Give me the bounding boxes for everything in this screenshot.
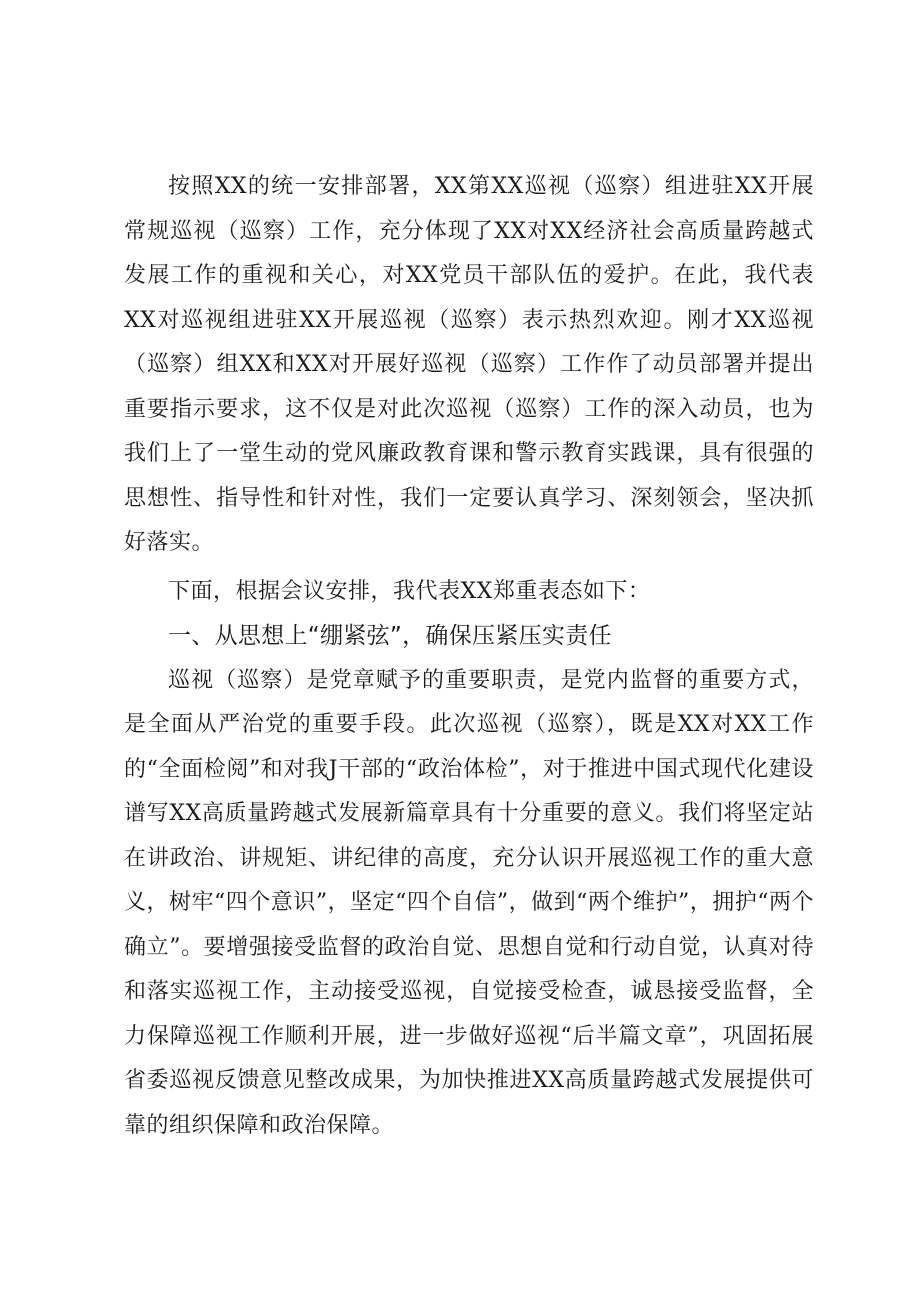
paragraph-statement: 下面，根据会议安排，我代表XX郑重表态如下： <box>168 578 651 604</box>
section-heading-1: 一、从思想上“绷紧弦”，确保压紧压实责任 <box>168 623 612 649</box>
document-body <box>124 165 814 1148</box>
paragraph-section-1: 巡视（巡察）是党章赋予的重要职责，是党内监督的重要方式，是全面从严治党的重要手段。此次巡视（巡察），既是XX对XX工作的“全面检阅”和对我J干部的“政治体检”，对于推进中国式现代化建设谱写XX高质量跨越式发展新篇章具有十分重要的意义。我们将坚定站在讲政治、讲规矩、讲纪律的高度，充分认识开展巡视工作的重大意义，树牢“四个意识”，坚定“四个自信”，做到“两个维护”，拥护“两个确立”。要增强接受监督的政治自觉、思想自觉和行动自觉，认真对待和落实巡视工作，主动接受巡视，自觉接受检查，诚恳接受监督，全力保障巡视工作顺利开展，进一步做好巡视“后半篇文章”，巩固拓展省委巡视反馈意见整改成果，为加快推进XX高质量跨越式发展提供可靠的组织保障和政治保障。 <box>124 667 814 1138</box>
paragraph-intro: 按照XX的统一安排部署，XX第XX巡视（巡察）组进驻XX开展常规巡视（巡察）工作，充分体现了XX对XX经济社会高质量跨越式发展工作的重视和关心，对XX党员干部队伍的爱护。在此，我代表XX对巡视组进驻XX开展巡视（巡察）表示热烈欢迎。刚才XX巡视（巡察）组XX和XX对开展好巡视（巡察）工作作了动员部署并提出重要指示要求，这不仅是对此次巡视（巡察）工作的深入动员，也为我们上了一堂生动的党风廉政教育课和警示教育实践课，具有很强的思想性、指导性和针对性，我们一定要认真学习、深刻领会，坚决抓好落实。 <box>124 174 814 555</box>
